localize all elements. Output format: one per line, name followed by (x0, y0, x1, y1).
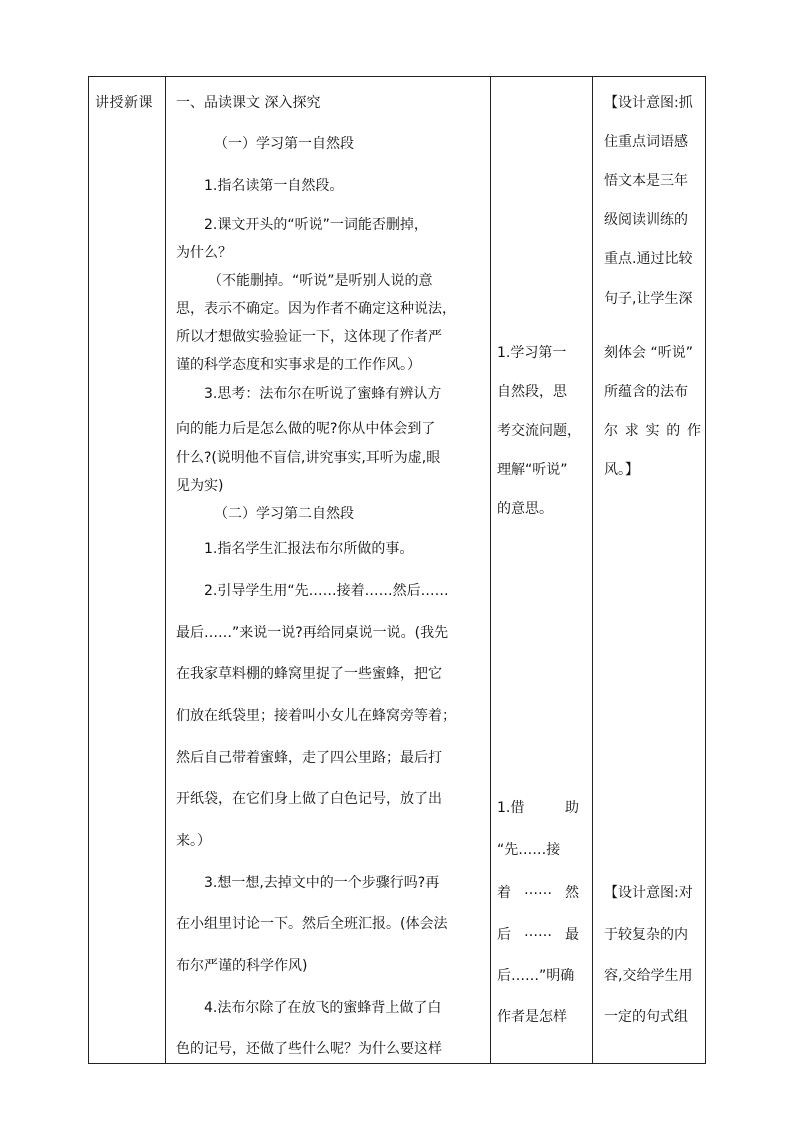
activity-line: 后 …… 最 (497, 924, 579, 943)
content-line: 思，表示不确定。因为作者不确定这种说法， (176, 301, 456, 317)
content-line: 4.法布尔除了在放飞的蜜蜂背上做了白 (204, 1000, 442, 1016)
intent-line: 【设计意图:对 (604, 885, 693, 901)
content-line: 色的记号，还做了些什么呢？为什么要这样 (176, 1041, 442, 1057)
content-line: 1.指名学生汇报法布尔所做的事。 (204, 541, 414, 557)
intent-line: 风。】 (604, 462, 639, 478)
activity-line: 理解“听说” (497, 462, 568, 478)
column-divider (592, 77, 593, 1063)
content-line: 在我家草料棚的蜂窝里捉了一些蜜蜂，把它 (176, 666, 442, 682)
intent-line: 刻体会 “听说” (604, 345, 693, 361)
content-line: 3.想一想,去掉文中的一个步骤行吗?再 (204, 875, 440, 891)
activity-line: 1.借 助 (497, 800, 579, 816)
content-line: 向的能力后是怎么做的呢?你从中体会到了 (176, 421, 436, 437)
intent-line: 所蕴含的法布 (604, 384, 688, 400)
column-divider (165, 77, 166, 1063)
column-divider (490, 77, 491, 1063)
content-line: 们放在纸袋里；接着叫小女儿在蜂窝旁等着； (176, 708, 456, 724)
content-line: 来。） (176, 833, 211, 849)
content-line: 1.指名读第一自然段。 (204, 178, 344, 194)
content-line: 为什么？ (176, 245, 232, 261)
intent-line: 于较复杂的内 (604, 927, 688, 943)
activity-line: 1.学习第一 (497, 345, 567, 361)
activity-line: 着 …… 然 (497, 882, 579, 901)
content-line: 在小组里讨论一下。然后全班汇报。(体会法 (176, 916, 448, 932)
intent-line: 句子,让学生深 (604, 291, 693, 307)
intent-line: 容,交给学生用 (604, 968, 693, 984)
intent-line: 级阅读训练的 (604, 212, 688, 228)
content-line: 然后自己带着蜜蜂，走了四公里路；最后打 (176, 750, 442, 766)
content-line: （不能删掉。“听说”是听别人说的意 (208, 273, 433, 289)
activity-line: 后……”明确 (497, 968, 575, 984)
activity-line: 作者是怎样 (497, 1009, 567, 1025)
activity-line: 的意思。 (497, 501, 553, 517)
row-label: 讲授新课 (95, 95, 153, 111)
activity-line: “先……接 (497, 842, 561, 858)
activity-line: 自然段，思 (497, 384, 567, 400)
intent-line: 重点.通过比较 (604, 251, 693, 267)
content-line: 开纸袋，在它们身上做了白色记号，放了出 (176, 791, 442, 807)
subsection-heading: （一）学习第一自然段 (214, 136, 354, 152)
lesson-plan-table (88, 76, 706, 1064)
intent-line: 悟文本是三年 (604, 173, 688, 189)
content-line: 布尔严谨的科学作风) (176, 958, 308, 974)
subsection-heading: （二）学习第二自然段 (214, 506, 354, 522)
content-line: 2.课文开头的“听说”一词能否删掉， (204, 217, 428, 233)
section-heading: 一、品读课文 深入探究 (176, 95, 321, 111)
content-line: 见为实) (176, 478, 224, 494)
intent-line: 尔 求 实 的 作 (604, 423, 701, 439)
intent-line: 一定的句式组 (604, 1009, 688, 1025)
activity-line: 考交流问题， (497, 423, 581, 439)
content-line: 2.引导学生用“先……接着……然后…… (204, 583, 449, 599)
content-line: 什么?(说明他不盲信,讲究事实,耳听为虚,眼 (176, 450, 441, 466)
content-line: 谨的科学态度和实事求是的工作作风。） (176, 357, 421, 373)
content-line: 3.思考：法布尔在听说了蜜蜂有辨认方 (204, 386, 442, 402)
intent-line: 住重点词语感 (604, 134, 688, 150)
content-line: 最后……”来说一说?再给同桌说一说。(我先 (176, 625, 449, 641)
content-line: 所以才想做实验验证一下，这体现了作者严 (176, 329, 442, 345)
intent-line: 【设计意图:抓 (604, 95, 693, 111)
